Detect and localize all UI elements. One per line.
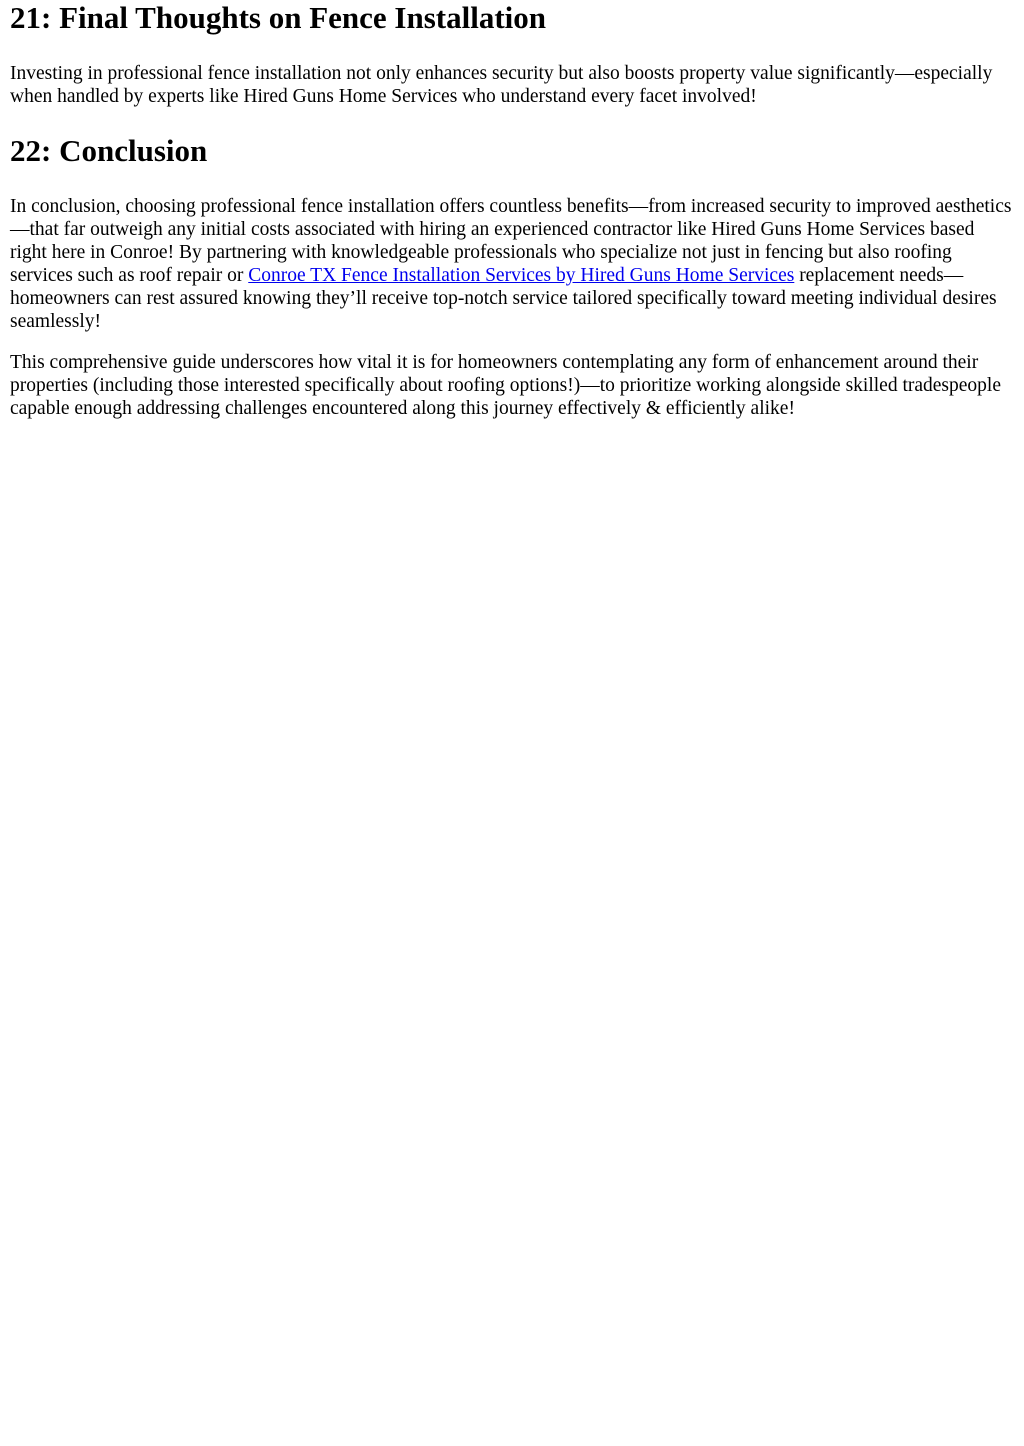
final-thoughts-paragraph: Investing in professional fence installation not only enhances security but also boosts property value significantly—especially when handled by experts like Hired Guns Home Services who understand every facet involved! bbox=[10, 63, 993, 107]
conclusion-text-after-link: replacement needs—homeowners can rest assured knowing they’ll receive top-notch service tailored specifically toward meeting individual desires seamlessly! bbox=[10, 265, 997, 332]
section-heading-final-thoughts: 21: Final Thoughts on Fence Installation bbox=[10, 0, 546, 35]
fence-installation-services-link[interactable]: Conroe TX Fence Installation Services by Hired Guns Home Services bbox=[248, 265, 795, 286]
section-heading-conclusion: 22: Conclusion bbox=[10, 133, 208, 168]
guide-summary-paragraph: This comprehensive guide underscores how vital it is for homeowners contemplating any form of enhancement around their properties (including those interested specifically about roofing options!)—to prioritize working alongside skilled tradespeople capable enough addressing challenges encountered along this journey effectively & efficiently alike! bbox=[10, 352, 1001, 419]
conclusion-text-before-link: In conclusion, choosing professional fence installation offers countless benefits—from increased security to improved aesthetics—that far outweigh any initial costs associated with hiring an experienced contractor like Hired Guns Home Services based right here in Conroe! By partnering with knowledgeable professionals who specialize not just in fencing but also roofing services such as roof repair or bbox=[10, 196, 1012, 286]
conclusion-paragraph bbox=[10, 195, 1014, 333]
